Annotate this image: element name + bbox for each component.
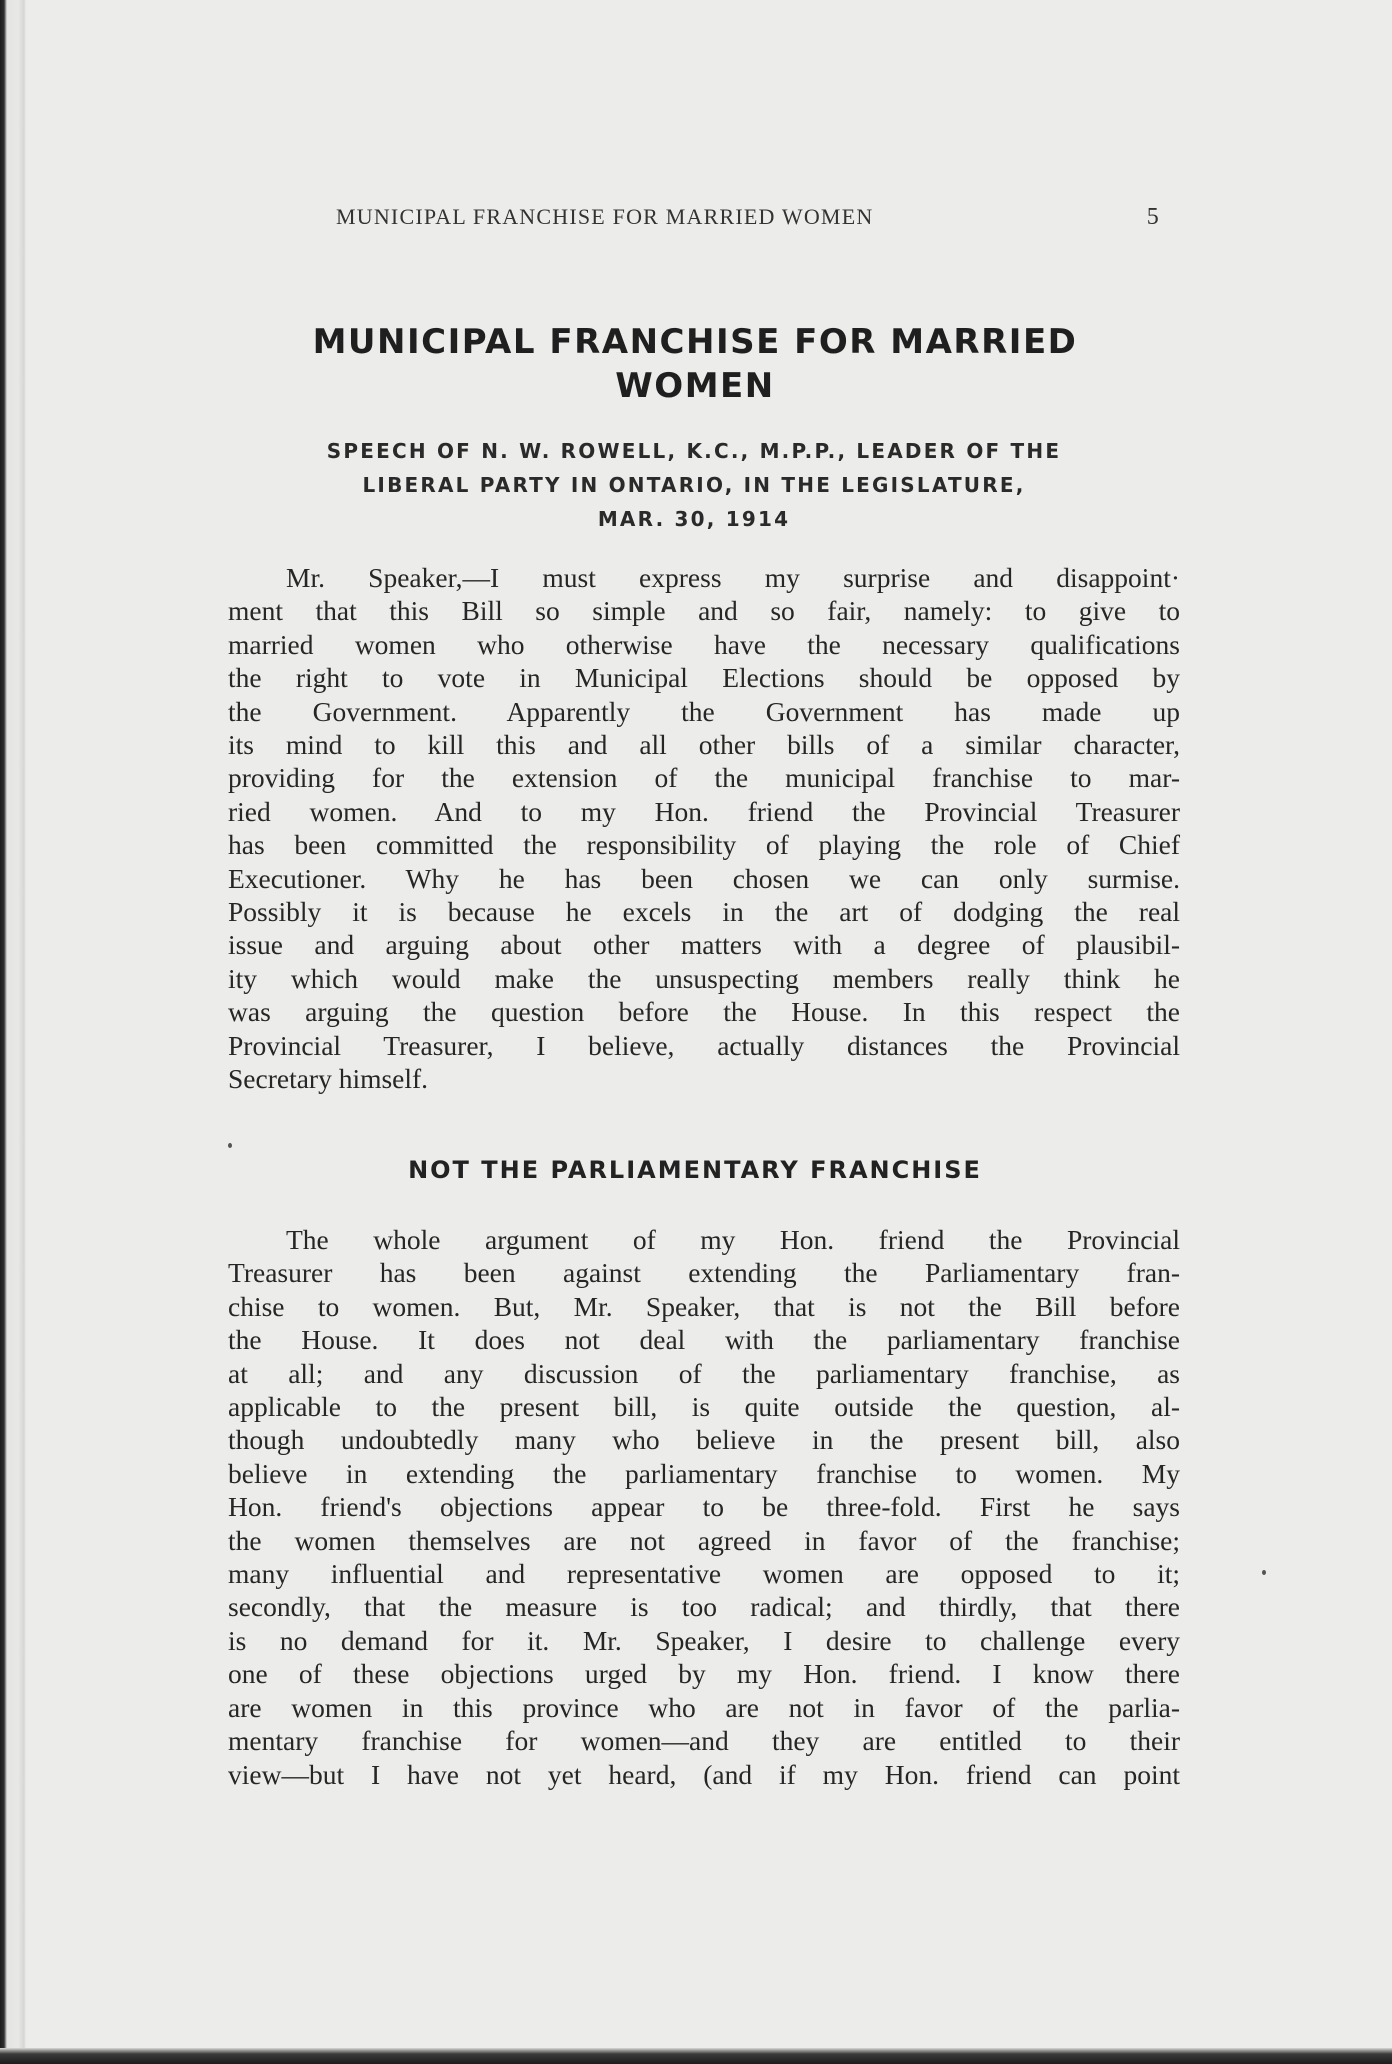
text-line: view—but I have not yet heard, (and if my Hon. friend can point xyxy=(228,1758,1180,1790)
page-title-line: WOMEN xyxy=(615,366,775,406)
text-line: mentary franchise for women—and they are entitled to their xyxy=(228,1725,1180,1757)
text-line: secondly, that the measure is too radical; and thirdly, that there xyxy=(228,1591,1180,1623)
paragraph-argument xyxy=(228,1223,1180,1791)
byline-date: MAR. 30, 1914 xyxy=(597,507,791,531)
text-line: ity which would make the unsuspecting members really think he xyxy=(228,962,1180,994)
text-line: Executioner. Why he has been chosen we can only surmise. xyxy=(228,862,1180,894)
text-line: providing for the extension of the municipal franchise to mar- xyxy=(228,762,1180,794)
text-line: the Government. Apparently the Government has made up xyxy=(228,695,1180,727)
text-line: is no demand for it. Mr. Speaker, I desire to challenge every xyxy=(228,1624,1180,1656)
paragraph-opening xyxy=(228,561,1180,1096)
running-head-title: MUNICIPAL FRANCHISE FOR MARRIED WOMEN xyxy=(336,204,874,229)
print-speck xyxy=(228,1143,232,1148)
running-head xyxy=(230,204,1160,238)
text-line: its mind to kill this and all other bills of a similar character, xyxy=(228,729,1180,761)
page-number: 5 xyxy=(1146,204,1160,230)
text-line: The whole argument of my Hon. friend the Provincial xyxy=(286,1224,1180,1255)
text-line: at all; and any discussion of the parliamentary franchise, as xyxy=(228,1357,1180,1389)
speech-byline xyxy=(214,434,1174,536)
text-line: one of these objections urged by my Hon. friend. I know there xyxy=(228,1658,1180,1690)
text-line: are women in this province who are not in favor of the parlia- xyxy=(228,1691,1180,1723)
text-line: chise to women. But, Mr. Speaker, that is not the Bill before xyxy=(228,1290,1180,1322)
text-line: was arguing the question before the House. In this respect the xyxy=(228,996,1180,1028)
text-line: the women themselves are not agreed in favor of the franchise; xyxy=(228,1524,1180,1556)
text-line: Hon. friend's objections appear to be three-fold. First he says xyxy=(228,1491,1180,1523)
text-line: Provincial Treasurer, I believe, actually distances the Provincial xyxy=(228,1029,1180,1061)
text-line: Mr. Speaker,—I must express my surprise and disappoint· xyxy=(286,562,1180,593)
section-heading: NOT THE PARLIAMENTARY FRANCHISE xyxy=(408,1156,982,1184)
print-speck xyxy=(1262,1570,1266,1575)
text-line: applicable to the present bill, is quite outside the question, al- xyxy=(228,1391,1180,1423)
text-line: believe in extending the parliamentary franchise to women. My xyxy=(228,1457,1180,1489)
text-line: though undoubtedly many who believe in the present bill, also xyxy=(228,1424,1180,1456)
text-line: has been committed the responsibility of playing the role of Chief xyxy=(228,829,1180,861)
text-line: Treasurer has been against extending the Parliamentary fran- xyxy=(228,1257,1180,1289)
text-line: ried women. And to my Hon. friend the Provincial Treasurer xyxy=(228,795,1180,827)
page-title-line: MUNICIPAL FRANCHISE FOR MARRIED xyxy=(312,322,1078,362)
text-line: many influential and representative women are opposed to it; xyxy=(228,1558,1180,1590)
page-bottom-edge xyxy=(0,2048,1392,2064)
text-line: ment that this Bill so simple and so fair, namely: to give to xyxy=(228,595,1180,627)
text-line: Possibly it is because he excels in the art of dodging the real xyxy=(228,896,1180,928)
page-binding-edge xyxy=(0,0,26,2064)
text-line: the right to vote in Municipal Elections should be opposed by xyxy=(228,662,1180,694)
text-line: married women who otherwise have the necessary qualifications xyxy=(228,628,1180,660)
text-line: Secretary himself. xyxy=(228,1063,429,1095)
text-line: the House. It does not deal with the parliamentary franchise xyxy=(228,1324,1180,1356)
text-line: issue and arguing about other matters with a degree of plausibil- xyxy=(228,929,1180,961)
byline-line: SPEECH OF N. W. ROWELL, K.C., M.P.P., LEADER OF THE xyxy=(326,439,1062,463)
page-title xyxy=(230,320,1160,408)
byline-line: LIBERAL PARTY IN ONTARIO, IN THE LEGISLATURE, xyxy=(362,473,1026,497)
